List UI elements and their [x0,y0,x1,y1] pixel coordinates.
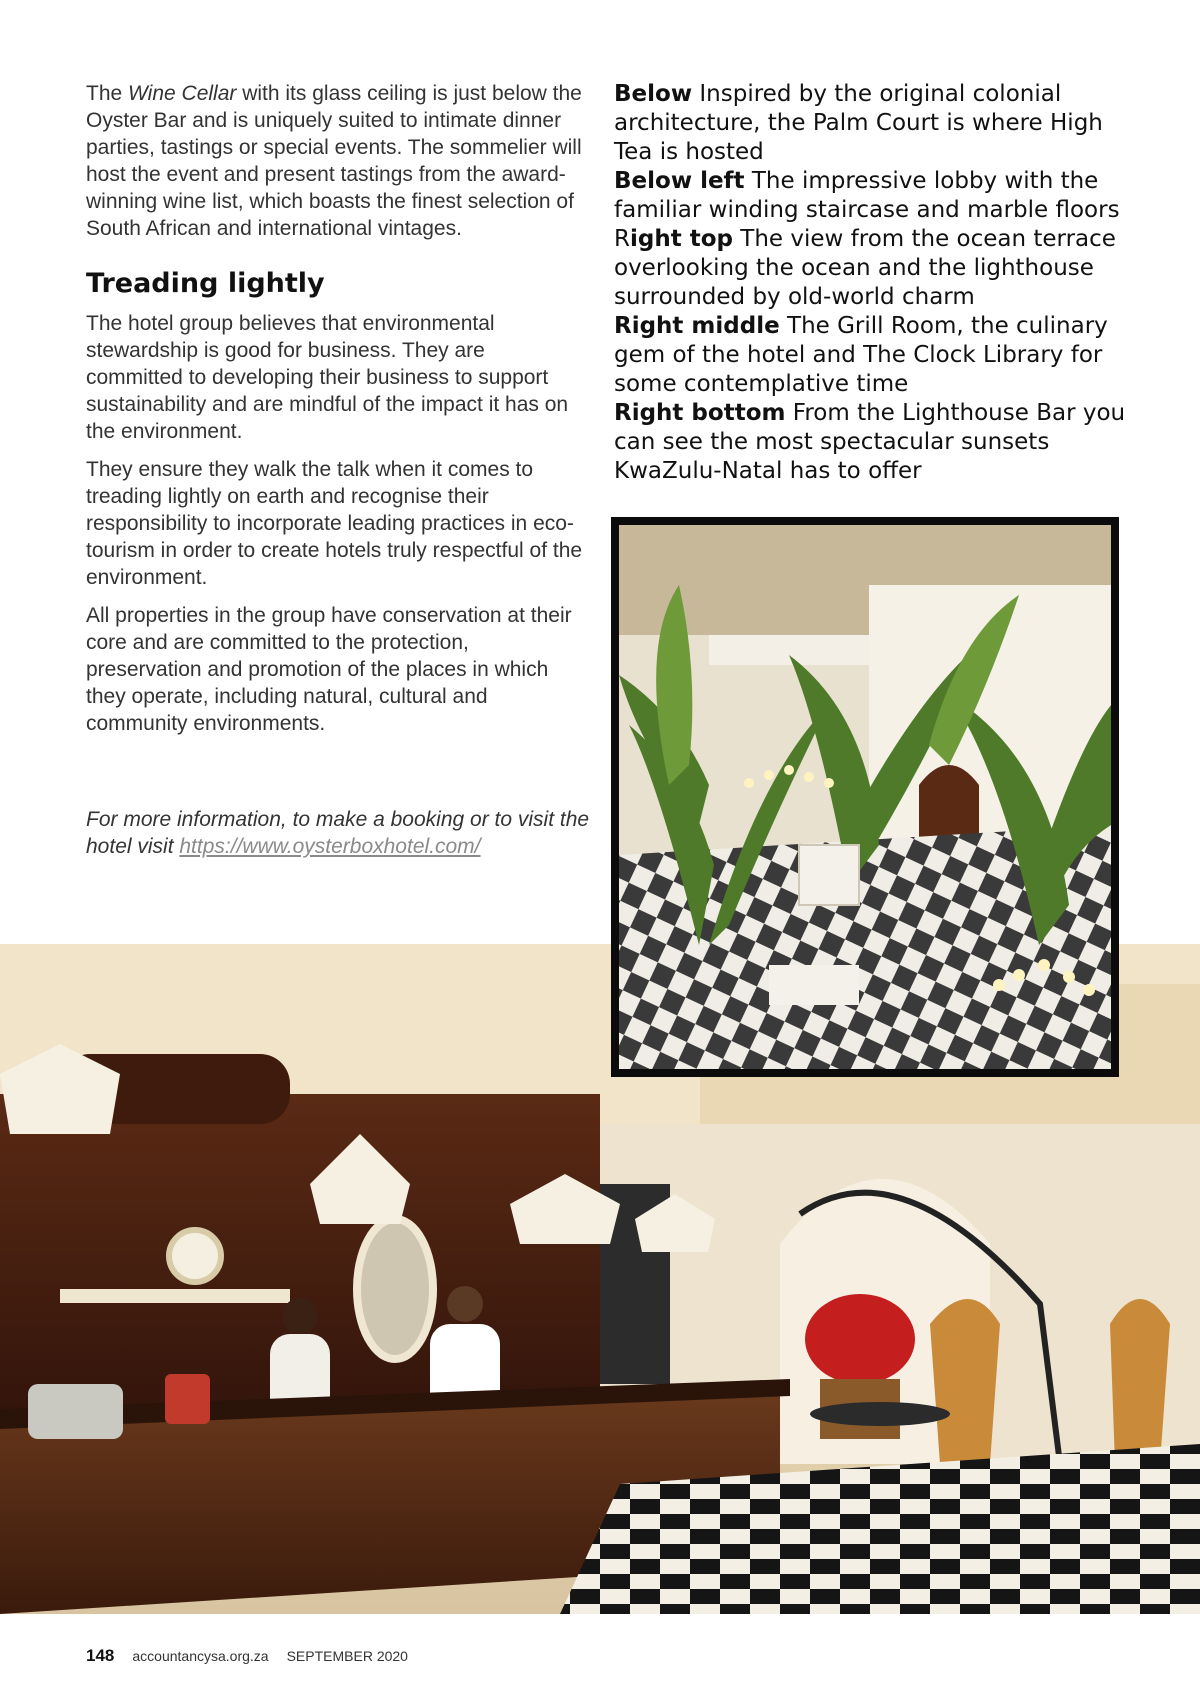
body-paragraph-1: The hotel group believes that environmental stewardship is good for business. They are committed to developing their business to support sustainability and are mindful of the impact it has on the environment. [86,312,569,443]
palm-court-illustration [619,525,1111,1069]
caption-label: ight top [629,226,733,252]
footer-issue: SEPTEMBER 2020 [286,1648,408,1664]
hotel-website-link[interactable]: https://www.oysterboxhotel.com/ [179,835,481,858]
caption-below [614,80,1134,167]
more-info-note [86,806,606,860]
intro-text-start: The [86,82,129,105]
more-info-text: For more information, to make a booking or to visit the hotel visit [86,808,590,858]
caption-text: The impressive lobby with the familiar winding staircase and marble floors [614,168,1120,223]
caption-label: Right bottom [614,400,786,426]
caption-text: The Grill Room, the culinary gem of the hotel and The Clock Library for some contemplative time [614,313,1108,397]
caption-text: From the Lighthouse Bar you can see the most spectacular sunsets KwaZulu-Natal has to offer [614,400,1126,484]
caption-label-prefix: R [614,226,630,252]
photo-captions [614,80,1134,486]
caption-text: The view from the ocean terrace overlooking the ocean and the lighthouse surrounded by old-world charm [614,226,1116,310]
palm-court-photo-frame [611,517,1119,1077]
palm-court-photo [619,525,1111,1069]
caption-label: Right middle [614,313,780,339]
caption-label: Below left [614,168,745,194]
caption-text: Inspired by the original colonial architecture, the Palm Court is where High Tea is hosted [614,81,1103,165]
caption-right-top [614,225,1134,312]
wine-cellar-paragraph [86,80,586,242]
caption-below-left [614,167,1134,225]
wine-cellar-italic: Wine Cellar [128,82,237,105]
footer-site: accountancysa.org.za [132,1648,269,1664]
section-heading: Treading lightly [86,268,325,299]
caption-right-middle [614,312,1134,399]
page-number: 148 [86,1646,115,1665]
page-footer [86,1646,408,1666]
caption-right-bottom [614,399,1134,486]
body-paragraph-2: They ensure they walk the talk when it comes to treading lightly on earth and recognise their responsibility to incorporate leading practices in eco-tourism in order to create hotels truly respectful of the environment. [86,458,583,589]
article-left-column [86,80,586,748]
intro-text-rest: with its glass ceiling is just below the Oyster Bar and is uniquely suited to intimate dinner parties, tastings or special events. The sommelier will host the event and present tastings from the award-winning wine list, which boasts the finest selection of South African and international vintages. [86,82,582,240]
caption-label: Below [614,81,693,107]
body-paragraph-3: All properties in the group have conservation at their core and are committed to the protection, preservation and promotion of the places in which they operate, including natural, cultural and community environments. [86,604,572,735]
